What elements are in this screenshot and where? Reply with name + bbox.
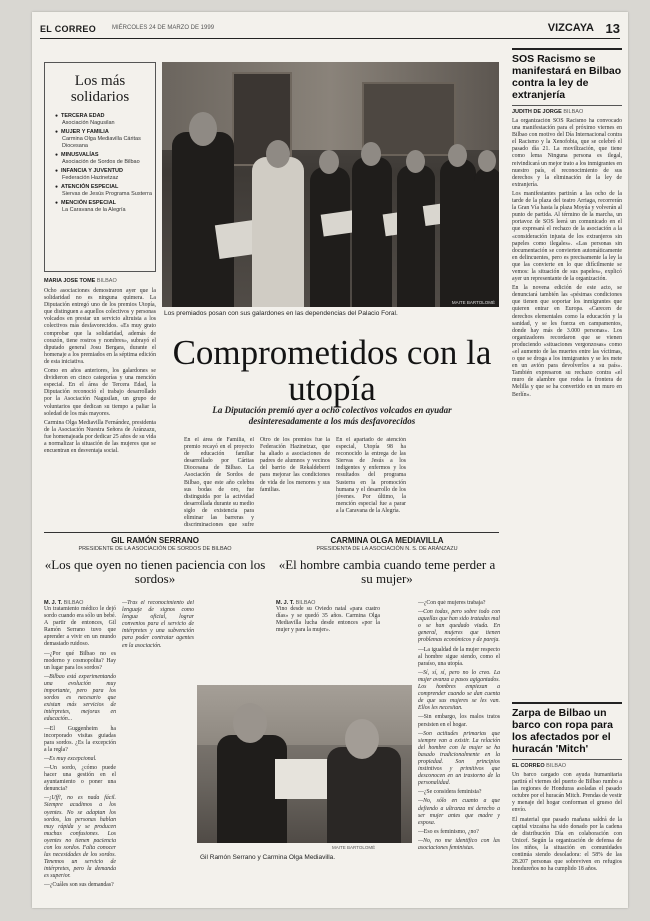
interview-right-header <box>276 536 498 586</box>
byline-author: M. J. T. <box>44 600 63 606</box>
interview-quote: «Los que oyen no tienen paciencia con los sordos» <box>44 557 266 586</box>
interview-paragraph: —Eso es feminismo, ¿no? <box>418 828 479 835</box>
article-headline: Zarpa de Bilbao un barco con ropa para los afectados por el huracán 'Mitch' <box>512 707 613 755</box>
winner-name: Siervas de Jesús Programa Susterra <box>62 191 152 197</box>
byline-place: BILBAO <box>563 109 584 115</box>
list-item <box>55 113 155 127</box>
article-byline <box>512 763 622 769</box>
byline-author: MARÍA JOSÉ TOMÉ <box>44 278 96 284</box>
interview-paragraph: —¿Con qué mujeres trabaja? <box>418 600 486 606</box>
interviewee-name: GIL RAMÓN SERRANO <box>111 536 199 545</box>
interview-left-column-1 <box>44 600 116 896</box>
byline-author: JUDITH DE JORGE <box>512 109 562 115</box>
category-label: ● MENCIÓN ESPECIAL <box>55 200 155 207</box>
interview-paragraph: —Sin embargo, los malos tratos persisten en el hogar. <box>418 714 500 728</box>
interview-paragraph: —¿Cuáles son sus demandas? <box>44 882 114 889</box>
interview-quote: «El hombre cambia cuando teme perder a su mujer» <box>278 557 496 586</box>
article-paragraph: Un barco cargado con ayuda humanitaria partirá el viernes del puerto de Bilbao rumbo a las regiones de Honduras asoladas el pasado octubre por el huracán Mitch. Prendas de vestir y menaje del hogar conforman el grueso del envío. <box>512 772 622 814</box>
interview-paragraph: —El Guggenheim ha incorporado visitas guiadas para sordos. ¿Es la excepción a la regla? <box>44 725 116 753</box>
article-paragraph: En la novena edición de este acto, se denunciará también las «pésimas condiciones que tienen que soportar los inmigrantes que quieren entrar en Europa. «Carecen de derechos elementales como la educación y la sanidad, y se les fuerza en campamentos, donde hay más de 3.000 personas». Los organizadores recordaron que se vienen produciendo «situaciones vergonzosas» como «el aumento de las muertes entre las víctimas, o que se droga a los inmigrantes y se les mete en un avión para devolverlos a su país». También expresaron su rechazo contra «el muro de alambre que rodea la frontera de Melilla y que se ha convertido en un muro en Berlín». <box>512 285 622 398</box>
interview-paragraph: Vino desde su Oviedo natal «para cuatro días» y se quedó 35 años. Carmina Olga Mediavilla lucha desde entonces «por la mujer y para la mujer». <box>276 606 380 634</box>
interview-paragraph: —No, no me identifico con las asociaciones feministas. <box>418 837 500 851</box>
interview-paragraph: —Tras el reconocimiento del lenguaje de signos como lengua oficial, lograr convenios para el servicio de intérpretes y una subvención para poder contratar agentes en la asociación. <box>122 600 194 649</box>
category-label: ● MUJER Y FAMILIA <box>55 129 155 136</box>
interview-paragraph: —Con todas, pero sobre todo con aquellas que han sido tratadas mal o se han quedado viuda. En general, mujeres que tienen problemas económicos y de pareja. <box>418 609 500 644</box>
winner-name: Federación Hazinetzaz <box>62 175 119 181</box>
interview-left-column-2 <box>122 600 194 680</box>
interview-paragraph: Un tratamiento médico le dejó sordo cuando era sólo un bebé. A partir de entonces, Gil Ramón Serrano tuvo que aprender a vivir en un mundo demasiado ruidoso. <box>44 606 116 648</box>
byline-author: M. J. T. <box>276 600 295 606</box>
interview-paragraph: —Un sordo, ¿cómo puede hacer una gestión en el ayuntamiento o poner una denuncia? <box>44 764 116 793</box>
winner-name: Asociación de Sordos de Bilbao <box>62 159 140 165</box>
byline-place: BILBAO <box>546 763 567 769</box>
interviewees-photo <box>197 685 412 843</box>
main-subheadline: La Diputación premió ayer a ocho colectivos volcados en ayudar desinteresadamente a los más desfavorecidos <box>212 405 452 426</box>
main-article-column-4 <box>336 437 406 527</box>
interviewee-role: PRESIDENTA DE LA ASOCIACIÓN N. S. DE ARÁNZAZU <box>316 546 458 552</box>
article-byline <box>512 109 622 115</box>
article-paragraph: Carmina Olga Mediavilla Fernández, presidenta de la Asociación Nuestra Señora de Aránzazu, fue homenajeada por dedicar 25 años de su vida a normalizar la situación de las mujeres que se encuentran en desventaja social. <box>44 419 156 455</box>
interview-right-column-2 <box>418 600 500 896</box>
article-paragraph: En el apartado de atención especial, Utopía 98 ha reconocido la entrega de las Siervas de Jesús a los indigentes y enfermos y los resultados del programa Susterra en la promoción humana y el desarrollo de los jóvenes. Por último, la mención especial fue a parar a la Caravana de la Alegría. <box>336 437 406 514</box>
photo-credit: MAITE BARTOLOMÉ <box>332 845 376 850</box>
photo-caption: Gil Ramón Serrano y Carmina Olga Mediavilla. <box>200 854 336 861</box>
article-paragraph: Ocho asociaciones demostraron ayer que la solidaridad no es ninguna quimera. La Diputación entregó uno de los premios Utopía, que distinguen a aquellos colectivos y personas volcados en prestar un servicio altruista a los colectivos más desfavorecidos. «Es muy grato comprobar que la solidaridad, además de corazón, tiene rostros y nombres», subrayó el diputado general Josu Bergara, durante el homenaje a los premiados en la séptima edición de esta iniciativa. <box>44 288 156 365</box>
interview-paragraph: —Son actitudes primarias que siempre van a existir. La relación del hombre con la mujer se ha basado tradicionalmente en la propiedad. Son principios instintivos y primitivos que desconocen en un trastorno de la personalidad. <box>418 730 500 787</box>
article-paragraph: La organización SOS Racismo ha convocado una manifestación para el próximo viernes en Bilbao con motivo del Día Internacional contra el Racismo y la Xenofobia, que se celebró el pasado día 21. La movilización, que tiene como lema Ninguna persona es ilegal, reivindicará un mejor trato a los inmigrantes en nuestro país, el reconocimiento de sus derechos y la eliminación de la ley de extranjería. <box>512 118 622 188</box>
mitch-aid-article <box>512 702 622 908</box>
main-article-column-3 <box>260 437 330 527</box>
interview-paragraph: —Bilbao está experimentando una evolución muy importante, pero para los sordos es necesario que existan más servicios de intérpretes, mejoras en educación... <box>44 673 116 723</box>
byline-place: BILBAO <box>96 278 117 284</box>
sos-racismo-article <box>512 48 622 678</box>
page-header <box>40 20 620 39</box>
photo-caption: Los premiados posan con sus galardones en las dependencias del Palacio Foral. <box>164 310 398 317</box>
list-item <box>55 184 155 198</box>
winners-list <box>55 113 155 214</box>
interview-paragraph: —Es muy excepcional. <box>44 755 97 762</box>
article-paragraph: En el área de Familia, el premio recayó en el proyecto de educación familiar desarrollado por Cáritas Diocesana de Bilbao. La Asociación de Sordos de Bilbao, que este año celebra sus bodas de oro, fue distinguida por la actividad desarrollada durante su medio siglo de existencia para eliminar las barreras y discriminaciones que sufre <box>184 437 254 527</box>
article-paragraph: Como en años anteriores, los galardones se dividieron en cinco categorías y una mención especial. En el área de Tercera Edad, la Diputación reconoció el trabajo desarrollado por la Asociación Nagusilan, un grupo de voluntarios que dedican su tiempo a paliar la soledad de los más mayores. <box>44 368 156 417</box>
byline-place: BILBAO <box>295 600 316 606</box>
interview-paragraph: —¿Se considera feminista? <box>418 789 482 796</box>
section-divider <box>44 532 499 533</box>
interviewee-name: CARMINA OLGA MEDIAVILLA <box>330 536 444 545</box>
main-article-column-1 <box>44 278 156 578</box>
byline-place: BILBAO <box>63 600 84 606</box>
byline-author: EL CORREO <box>512 763 545 769</box>
winner-name: Asociación Nagusilan <box>62 120 115 126</box>
interview-right-column-1 <box>276 600 380 680</box>
list-item <box>55 168 155 182</box>
list-item <box>55 152 155 166</box>
issue-date: MIÉRCOLES 24 DE MARZO DE 1999 <box>112 25 215 31</box>
interview-paragraph: —La igualdad de la mujer respecto al hombre sigue siendo, como el paraíso, una utopía. <box>418 646 500 667</box>
winner-name: Carmina Olga Mediavilla Cáritas Diocesana <box>62 136 141 149</box>
article-paragraph: Los manifestantes partirán a las ocho de la tarde de la plaza del teatro Arriaga, recorrerán la Gran Vía hasta la plaza Moyúa y volverán al punto de partida. Al término de la marcha, un portavoz de SOS leerá un comunicado en el que expresará el rechazo de la asociación a la «consideración injusta de los extranjeros sin papeles como ilegales». «Las personas sin documentación se convierten automáticamente en delincuentes, pero es precisamente la ley la que las convierte en lo que difícilmente se vemos: la situación de sus papeles», explicó ayer un representante de la organización. <box>512 190 622 283</box>
article-paragraph: El material que pasado mañana saldrá de la capital vizcaína ha sido donado por la cadena de distribución Día en colaboración con Unicef. Según la organización de defensa de los niños, la situación en comunidades continúa siendo desoladora: el 58% de las 28.207 personas que sobreviven en refugios hondureños no ha cumplido 18 años. <box>512 816 622 873</box>
winner-name: La Caravana de la Alegría <box>62 207 126 213</box>
newspaper-name: EL CORREO <box>40 24 97 34</box>
interview-left-header <box>44 536 266 586</box>
category-label: ● TERCERA EDAD <box>55 113 155 120</box>
main-article-column-2 <box>184 437 254 527</box>
interviewee-role: PRESIDENTE DE LA ASOCIACIÓN DE SORDOS DE BILBAO <box>78 546 232 552</box>
category-label: ● ATENCIÓN ESPECIAL <box>55 184 155 191</box>
award-winners-box <box>44 62 156 272</box>
list-item <box>55 129 155 150</box>
interview-paragraph: —¿Por qué Bilbao no es moderno y cosmopolita? Hay un lugar para los sordos? <box>44 650 116 671</box>
award-ceremony-photo <box>162 62 499 307</box>
page-number: 13 <box>605 21 620 36</box>
interview-paragraph: —Sí, sí, sí, pero no lo creo. La mujer avanza a pasos agigantados. Los hombres empiezan a comprender cuando se dan cuenta de que sus mujeres se les van. Ellos les necesitan. <box>418 669 500 712</box>
article-headline: SOS Racismo se manifestará en Bilbao contra la ley de extranjería <box>512 53 622 101</box>
article-paragraph: Otro de los premios fue la Federación Hazinetzaz, que ha aliado a asociaciones de padres de alumnos y vecinos del barrio de Rekaldeberri para mejorar las condiciones de vida de los menores y sus familias. <box>260 437 330 493</box>
interview-paragraph: —¡Uff!, no es nada fácil. Siempre acudimos a los oyentes. No se adaptan los sordos, las personas hablan muy rápida y se producen muchas confusiones. Los oyentes no tienen paciencia con los sordos. Falta conocer las necesidades de los sordos. Tenemos un servicio de intérpretes, pero la demanda es superior. <box>44 795 116 880</box>
category-label: ● INFANCIA Y JUVENTUD <box>55 168 155 175</box>
photo-credit: MAITE BARTOLOMÉ <box>451 300 495 305</box>
list-item <box>55 200 155 214</box>
main-headline: Comprometidos con la utopía <box>172 333 492 408</box>
section-name: VIZCAYA <box>547 22 594 34</box>
newspaper-page <box>32 12 628 908</box>
box-title: Los más solidarios <box>70 73 130 105</box>
category-label: ● MINUSVALÍAS <box>55 152 155 159</box>
interview-paragraph: —No, sólo en cuanto a que defiendo a ultranza mi derecho a ser mujer antes que madre y esposa. <box>418 798 500 826</box>
